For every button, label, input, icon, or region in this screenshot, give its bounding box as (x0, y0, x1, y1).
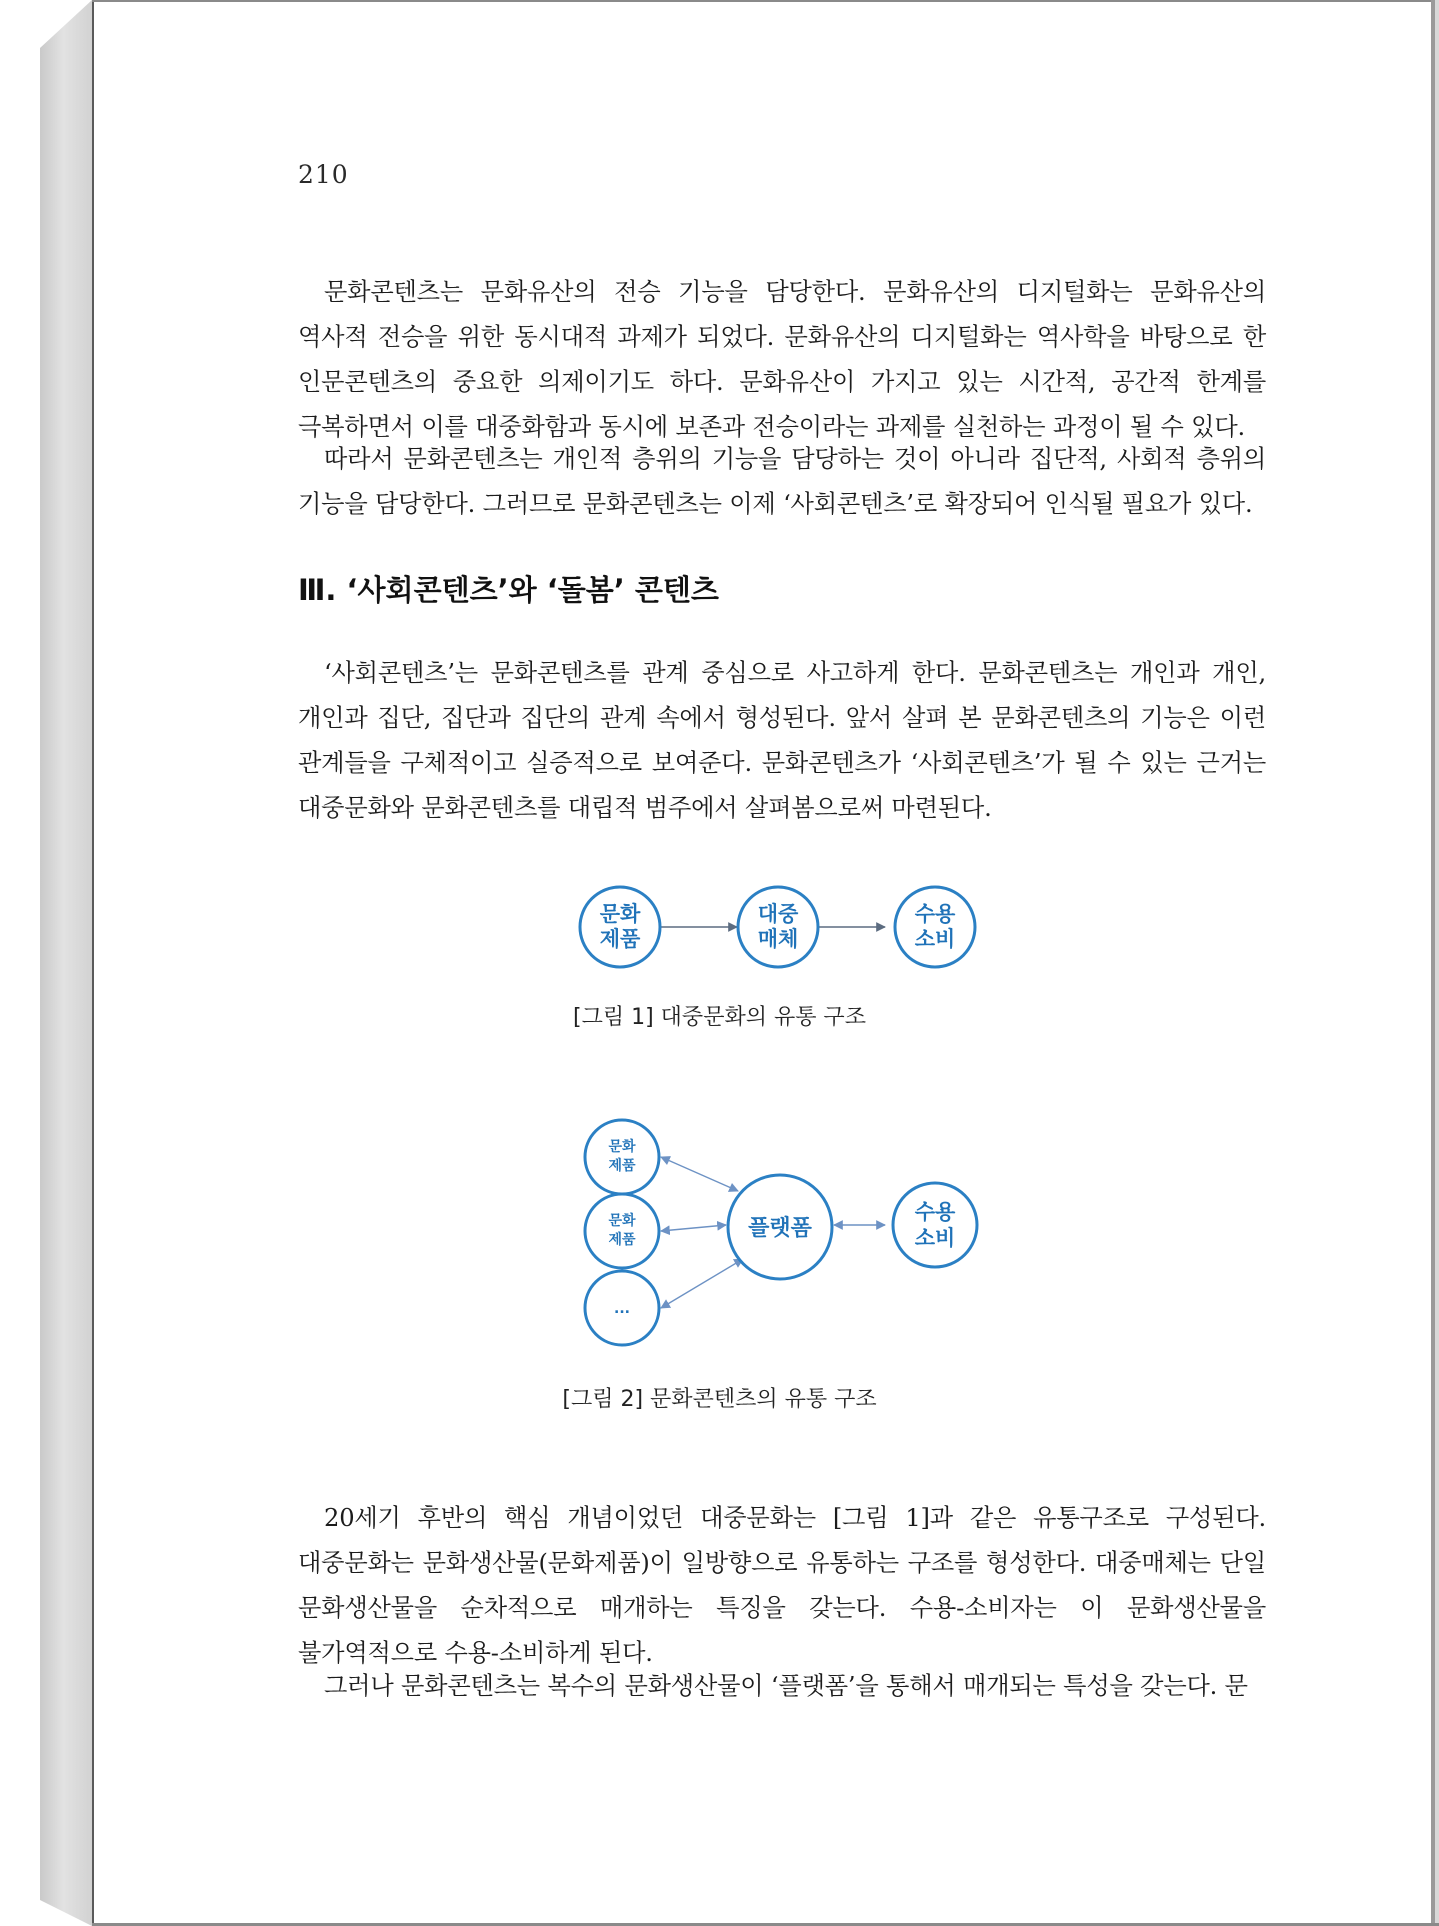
figure-1-caption: [그림 1] 대중문화의 유통 구조 (573, 1005, 866, 1030)
node-consumer (895, 887, 975, 967)
node-mass-media (738, 887, 818, 967)
node-label-line2: 소비 (914, 1226, 956, 1250)
node-label-line1: 문화 (599, 902, 641, 926)
node-platform (728, 1175, 832, 1279)
node-culture-product (580, 887, 660, 967)
node-label-line2: 제품 (599, 927, 641, 951)
node-label-line1: 대중 (757, 902, 799, 926)
node-source-more (585, 1271, 659, 1345)
node-circle (585, 1120, 659, 1194)
node-label-line1: 문화 (608, 1213, 636, 1229)
section-title: Ⅲ. ‘사회콘텐츠’와 ‘돌봄’ 콘텐츠 (298, 573, 719, 607)
paragraph-platform: 그러나 문화콘텐츠는 복수의 문화생산물이 ‘플랫폼’을 통해서 매개되는 특성을 갖는다. 문 (324, 1672, 1248, 1700)
arrow-source2-platform (661, 1225, 726, 1231)
node-circle (585, 1194, 659, 1268)
node-label-line2: 소비 (914, 927, 956, 951)
arrow-source1-platform (661, 1157, 738, 1191)
arrow-source3-platform (661, 1259, 743, 1308)
node-label-line1: ... (614, 1301, 630, 1317)
figure-2-diagram (0, 1118, 1439, 1358)
node-source-product-2 (585, 1194, 659, 1268)
page-number: 210 (298, 160, 349, 189)
node-label-line1: 수용 (914, 1200, 956, 1224)
node-circle (893, 1183, 977, 1267)
node-label-line1: 수용 (914, 902, 956, 926)
node-label-line2: 제품 (608, 1158, 636, 1174)
node-source-product-1 (585, 1120, 659, 1194)
node-label-line2: 제품 (608, 1232, 636, 1248)
paragraph-social-content: ‘사회콘텐츠’는 문화콘텐츠를 관계 중심으로 사고하게 한다. 문화콘텐츠는 개인과 개인, 개인과 집단, 집단과 집단의 관계 속에서 형성된다. 앞서 살펴 본 문화콘텐츠의 기능은 이런 관계들을 구체적이고 실증적으로 보여준다. 문화콘텐츠가 ‘사회콘텐츠’가 될 수 있는 근거는 대중문화와 문화콘텐츠를 대립적 범주에서 살펴봄으로써 마련된다. (298, 659, 1266, 822)
paragraph-heritage: 문화콘텐츠는 문화유산의 전승 기능을 담당한다. 문화유산의 디지털화는 문화유산의 역사적 전승을 위한 동시대적 과제가 되었다. 문화유산의 디지털화는 역사학을 바탕으로 한 인문콘텐츠의 중요한 의제이기도 하다. 문화유산이 가지고 있는 시간적, 공간적 한계를 극복하면서 이를 대중화함과 동시에 보존과 전승이라는 과제를 실천하는 과정이 될 수 있다. (298, 278, 1266, 441)
node-label-line1: 문화 (608, 1139, 636, 1155)
page-top-edge (92, 0, 1439, 2)
figure-2-caption: [그림 2] 문화콘텐츠의 유통 구조 (562, 1387, 877, 1412)
node-consumer (893, 1183, 977, 1267)
node-label-platform: 플랫폼 (748, 1216, 812, 1241)
node-label-line2: 매체 (757, 927, 799, 951)
paragraph-social-layer: 따라서 문화콘텐츠는 개인적 층위의 기능을 담당하는 것이 아니라 집단적, 사회적 층위의 기능을 담당한다. 그러므로 문화콘텐츠는 이제 ‘사회콘텐츠’로 확장되어 인식될 필요가 있다. (298, 445, 1266, 518)
paragraph-mass-culture: 20세기 후반의 핵심 개념이었던 대중문화는 [그림 1]과 같은 유통구조로 구성된다. 대중문화는 문화생산물(문화제품)이 일방향으로 유통하는 구조를 형성한다. 대중매체는 단일 문화생산물을 순차적으로 매개하는 특징을 갖는다. 수용-소비자는 이 문화생산물을 불가역적으로 수용-소비하게 된다. (298, 1504, 1266, 1667)
